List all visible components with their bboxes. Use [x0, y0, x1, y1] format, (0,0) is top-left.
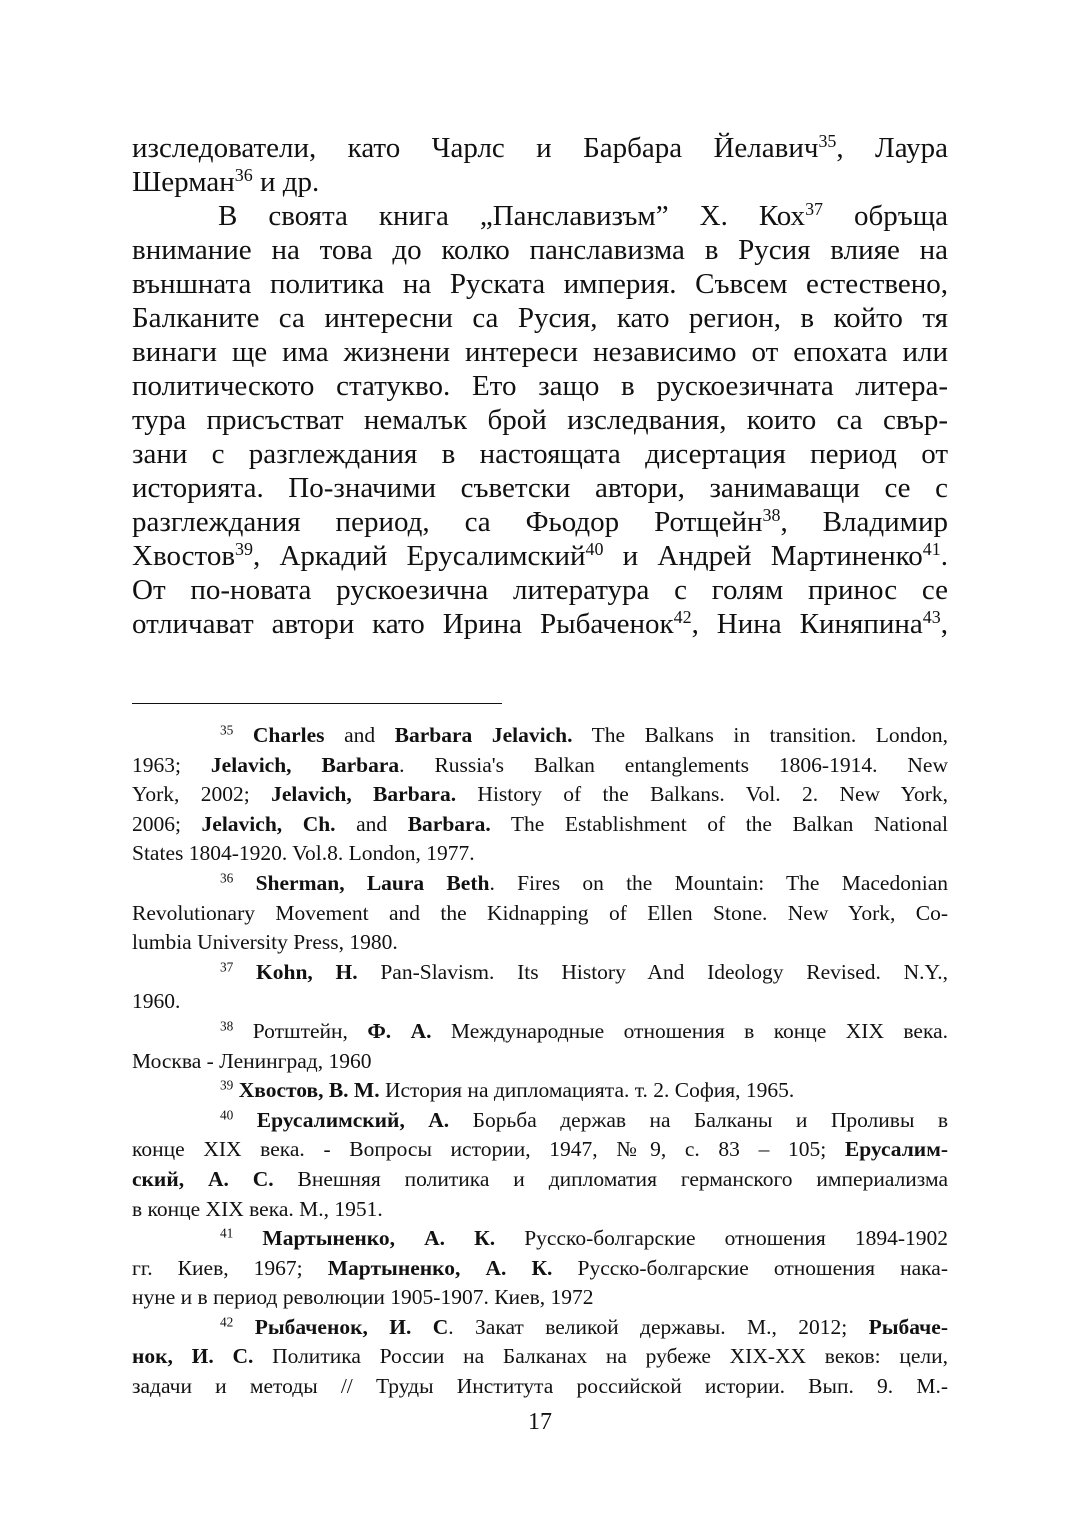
text-run: задачи и методы // Труды Института российской истории. Вып. 9. М.-	[132, 1374, 948, 1399]
footnote-ref: 37	[220, 959, 234, 975]
footnote-line	[132, 839, 948, 869]
text-run	[233, 723, 253, 747]
text-run: . Russia's Balkan entanglements 1806-1914. New	[399, 752, 949, 777]
bold-author: Jelavich, Ch.	[201, 811, 336, 836]
footnote-ref: 40	[220, 1107, 234, 1123]
footnote-line	[132, 1224, 948, 1254]
footnote-separator	[132, 703, 502, 704]
footnote-ref: 35	[818, 131, 837, 152]
text-run: Балканите са интересни са Русия, като регион, в който тя	[132, 302, 948, 334]
footnote-line	[132, 1135, 948, 1165]
text-run: History of the Balkans. Vol. 2. New York,	[456, 782, 948, 807]
text-run: и Андрей Мартиненко	[603, 540, 923, 572]
text-run: Pan-Slavism. Its History And Ideology Revised. N.Y.,	[357, 959, 948, 984]
text-run: The Balkans in transition. London,	[572, 723, 949, 747]
bold-author: Мартыненко, А. К.	[262, 1226, 496, 1251]
text-line	[132, 607, 948, 641]
bold-author: Мартыненко, А. К.	[327, 1255, 553, 1280]
text-line	[132, 369, 948, 403]
text-run: Политика России на Балканах на рубеже XIX-XX веков: цели,	[253, 1344, 948, 1369]
text-run: тура присъстват немалък брой изследвания, които са свър-	[132, 404, 948, 436]
footnote-line	[132, 1254, 948, 1284]
text-line	[132, 267, 948, 301]
text-run: , Аркадий Ерусалимский	[252, 540, 586, 572]
footnote-line	[132, 1372, 948, 1402]
footnote-line	[132, 1106, 948, 1136]
footnote-ref: 35	[220, 722, 234, 738]
bold-author: ский, А. С.	[132, 1166, 274, 1191]
text-line	[132, 233, 948, 267]
page-number: 17	[528, 1409, 552, 1435]
footnote-line	[132, 1313, 948, 1343]
text-run: зани с разглеждания в настоящата дисертация период от	[132, 438, 948, 470]
bold-author: Рыбаче-	[868, 1314, 948, 1339]
footnote-ref: 37	[805, 199, 824, 220]
footnote-ref: 36	[234, 165, 253, 186]
text-line	[132, 165, 948, 199]
bold-author: Jelavich, Barbara.	[271, 782, 457, 807]
text-run: историята. По-значими съветски автори, занимаващи се с	[132, 472, 948, 504]
bold-author: Sherman, Laura Beth	[255, 870, 490, 895]
text-run: 1963;	[132, 752, 211, 777]
footnote-line	[132, 780, 948, 810]
footnote-ref: 43	[922, 607, 941, 628]
text-run: .	[940, 540, 948, 572]
text-line	[132, 437, 948, 471]
footnote-ref: 41	[220, 1225, 234, 1241]
text-run: 2006;	[132, 811, 202, 836]
text-run: Хвостов	[132, 540, 236, 572]
footnote-line	[132, 987, 948, 1017]
text-run: and	[324, 723, 395, 747]
text-run: винаги ще има жизнени интереси независимо от епохата или	[132, 336, 948, 368]
text-run: Внешняя политика и дипломатия германского империализма	[273, 1166, 948, 1191]
text-line	[132, 573, 948, 607]
text-line	[132, 131, 948, 165]
footnote-line	[132, 721, 948, 751]
text-run: политическото статукво. Ето защо в рускоезичната литера-	[132, 370, 948, 402]
text-run: История на дипломацията. т. 2. София, 1965.	[379, 1078, 795, 1103]
text-run	[233, 1108, 256, 1132]
footnote-ref: 39	[235, 539, 253, 560]
footnote-ref: 40	[585, 539, 604, 560]
footnote-line	[132, 810, 948, 840]
footnote-line	[132, 899, 948, 929]
text-run	[233, 1226, 262, 1250]
text-run: изследователи, като Чарлс и Барбара Йелавич	[132, 132, 819, 164]
text-run: Международные отношения в конце XIX века.	[431, 1018, 948, 1043]
footnote-line	[132, 1076, 948, 1106]
footnote-line	[132, 1283, 948, 1313]
text-run: , Лаура	[836, 132, 948, 164]
text-run: . Закат великой державы. М., 2012;	[448, 1314, 869, 1339]
footnote-line	[132, 1195, 948, 1225]
bold-author: Ф. А.	[367, 1018, 432, 1043]
text-run: Русско-болгарские отношения 1894-1902	[495, 1226, 948, 1251]
footnote-line	[132, 928, 948, 958]
text-run	[233, 960, 256, 984]
footnote-ref: 42	[673, 607, 692, 628]
text-run: обръща	[823, 200, 948, 232]
text-run: гг. Киев, 1967;	[132, 1255, 328, 1280]
text-run: Revolutionary Movement and the Kidnapping of Ellen Stone. New York, Co-	[132, 900, 948, 925]
footnote-ref: 38	[220, 1018, 234, 1034]
footnote-line	[132, 1165, 948, 1195]
footnote-line	[132, 1342, 948, 1372]
text-run: внимание на това до колко панславизма в Русия влияе на	[132, 234, 948, 266]
text-run: States 1804-1920. Vol.8. London, 1977.	[132, 841, 475, 866]
text-line	[132, 471, 948, 505]
footnote-ref: 41	[922, 539, 941, 560]
bold-author: нок, И. С.	[132, 1344, 254, 1369]
text-line	[132, 301, 948, 335]
bold-author: Ерусалим-	[844, 1137, 948, 1162]
text-line	[132, 505, 948, 539]
footnote-line	[132, 958, 948, 988]
footnote-line	[132, 751, 948, 781]
text-run: , Владимир	[780, 506, 948, 538]
text-run: Русско-болгарские отношения нака-	[552, 1255, 948, 1280]
text-run: 1960.	[132, 989, 181, 1014]
bold-author: Barbara.	[407, 811, 491, 836]
footnote-line	[132, 1017, 948, 1047]
text-run: and	[335, 811, 408, 836]
footnote-ref: 39	[220, 1077, 234, 1093]
text-run: нуне и в период революции 1905-1907. Киев, 1972	[132, 1285, 594, 1310]
text-line	[132, 539, 948, 573]
text-line	[132, 403, 948, 437]
text-run: в конце XIX века. М., 1951.	[132, 1196, 383, 1221]
bold-author: Рыбаченок, И. С	[254, 1314, 449, 1339]
text-run: От по-новата рускоезична литература с голям принос се	[132, 574, 948, 606]
text-run: разглеждания период, са Фьодор Ротщейн	[132, 506, 763, 538]
text-run: Борьба держав на Балканы и Проливы в	[449, 1107, 948, 1132]
text-line	[132, 335, 948, 369]
bold-author: Ерусалимский, А.	[256, 1107, 450, 1132]
text-run: Ротштейн,	[233, 1018, 368, 1043]
text-run: отличават автори като Ирина Рыбаченок	[132, 608, 674, 640]
text-run: Москва - Ленинград, 1960	[132, 1048, 372, 1073]
text-run: lumbia University Press, 1980.	[132, 930, 398, 955]
text-run	[233, 871, 255, 895]
bold-author: Barbara Jelavich.	[394, 723, 573, 747]
text-line	[132, 199, 948, 233]
text-run: и др.	[252, 166, 320, 198]
bold-author: Хвостов, В. М.	[238, 1078, 380, 1103]
bold-author: Kohn, H.	[256, 959, 358, 984]
text-run: Шерман	[132, 166, 235, 198]
footnote-line	[132, 869, 948, 899]
text-run: The Establishment of the Balkan National	[490, 811, 948, 836]
text-run: York, 2002;	[132, 782, 272, 807]
text-run: външната политика на Руската империя. Съвсем естествено,	[132, 268, 948, 300]
text-run: ,	[940, 608, 948, 640]
bold-author: Charles	[252, 723, 325, 747]
footnote-line	[132, 1047, 948, 1077]
footnotes	[132, 721, 948, 1402]
text-run: В своята книга „Панславизъм” Х. Кох	[218, 200, 806, 232]
text-run: . Fires on the Mountain: The Macedonian	[489, 870, 948, 895]
bold-author: Jelavich, Barbara	[210, 752, 400, 777]
text-run: , Нина Киняпина	[691, 608, 923, 640]
footnote-ref: 38	[762, 505, 781, 526]
footnote-ref: 36	[220, 870, 234, 886]
footnote-ref: 42	[220, 1314, 234, 1330]
body-text	[132, 131, 948, 641]
text-run	[233, 1315, 254, 1339]
text-run: конце XIX века. - Вопросы истории, 1947, №9, с. 83 – 105;	[132, 1137, 845, 1162]
